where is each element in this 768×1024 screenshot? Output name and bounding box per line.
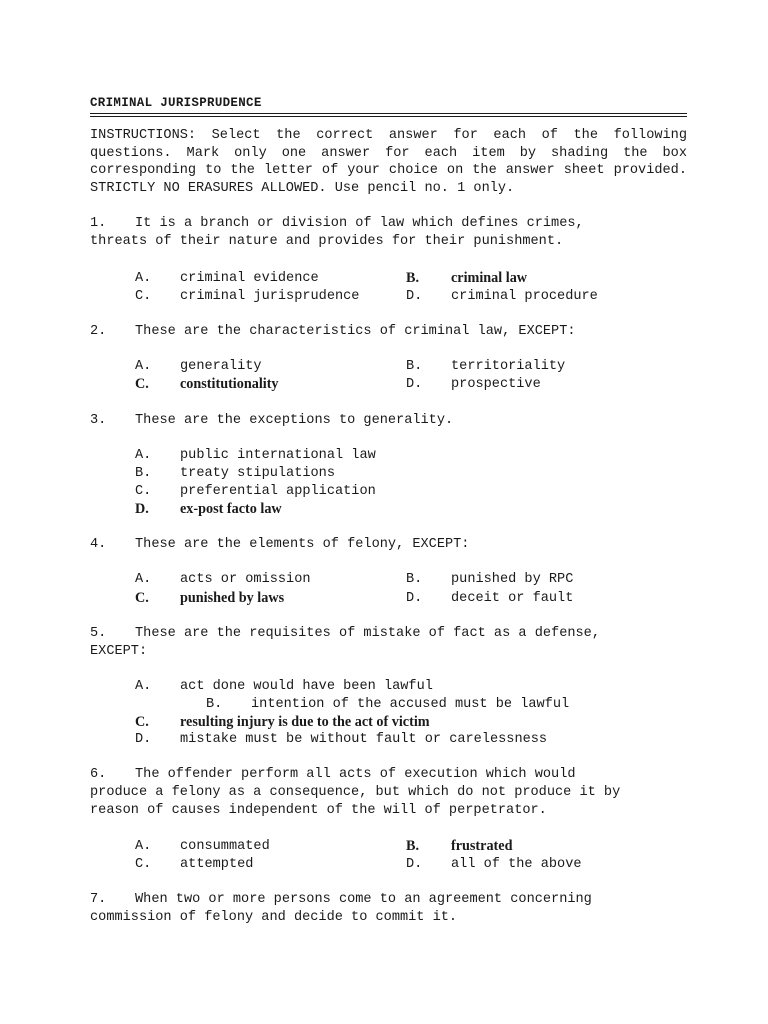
question-3-line-1: 3. These are the exceptions to generality. (90, 413, 454, 428)
question-6-line-2: produce a felony as a consequence, but which do not produce it by (90, 785, 621, 800)
double-rule-divider (90, 110, 687, 120)
page-title: CRIMINAL JURISPRUDENCE (90, 96, 262, 110)
instructions-text: INSTRUCTIONS: Select the correct answer for each of the following questions. Mark only one answer for each item by shading the box corresponding to the letter of your choice on the answer sheet provided. STRICTLY NO ERASURES ALLOWED. Use pencil no. 1 only. (90, 128, 687, 196)
question-6-number: 6. (90, 767, 107, 782)
question-2-line-1: 2. These are the characteristics of criminal law, EXCEPT: (90, 324, 576, 339)
question-5-line-1: 5. These are the requisites of mistake of fact as a defense, (90, 626, 600, 641)
question-7-number: 7. (90, 892, 107, 907)
question-1-line-2: threats of their nature and provides for their punishment. (90, 234, 564, 249)
question-1-number: 1. (90, 216, 107, 231)
question-2-number: 2. (90, 324, 107, 339)
question-4-number: 4. (90, 537, 107, 552)
question-5-line-2: EXCEPT: (90, 644, 148, 659)
question-6-line-1: 6. The offender perform all acts of execution which would (90, 767, 576, 782)
question-7-line-2: commission of felony and decide to commit it. (90, 910, 458, 925)
question-6-line-3: reason of causes independent of the will of perpetrator. (90, 803, 547, 818)
question-5-number: 5. (90, 626, 107, 641)
question-7-line-1: 7. When two or more persons come to an agreement concerning (90, 892, 592, 907)
question-3-number: 3. (90, 413, 107, 428)
question-4-line-1: 4. These are the elements of felony, EXCEPT: (90, 537, 470, 552)
question-1-line-1: 1. It is a branch or division of law which defines crimes, (90, 216, 584, 231)
